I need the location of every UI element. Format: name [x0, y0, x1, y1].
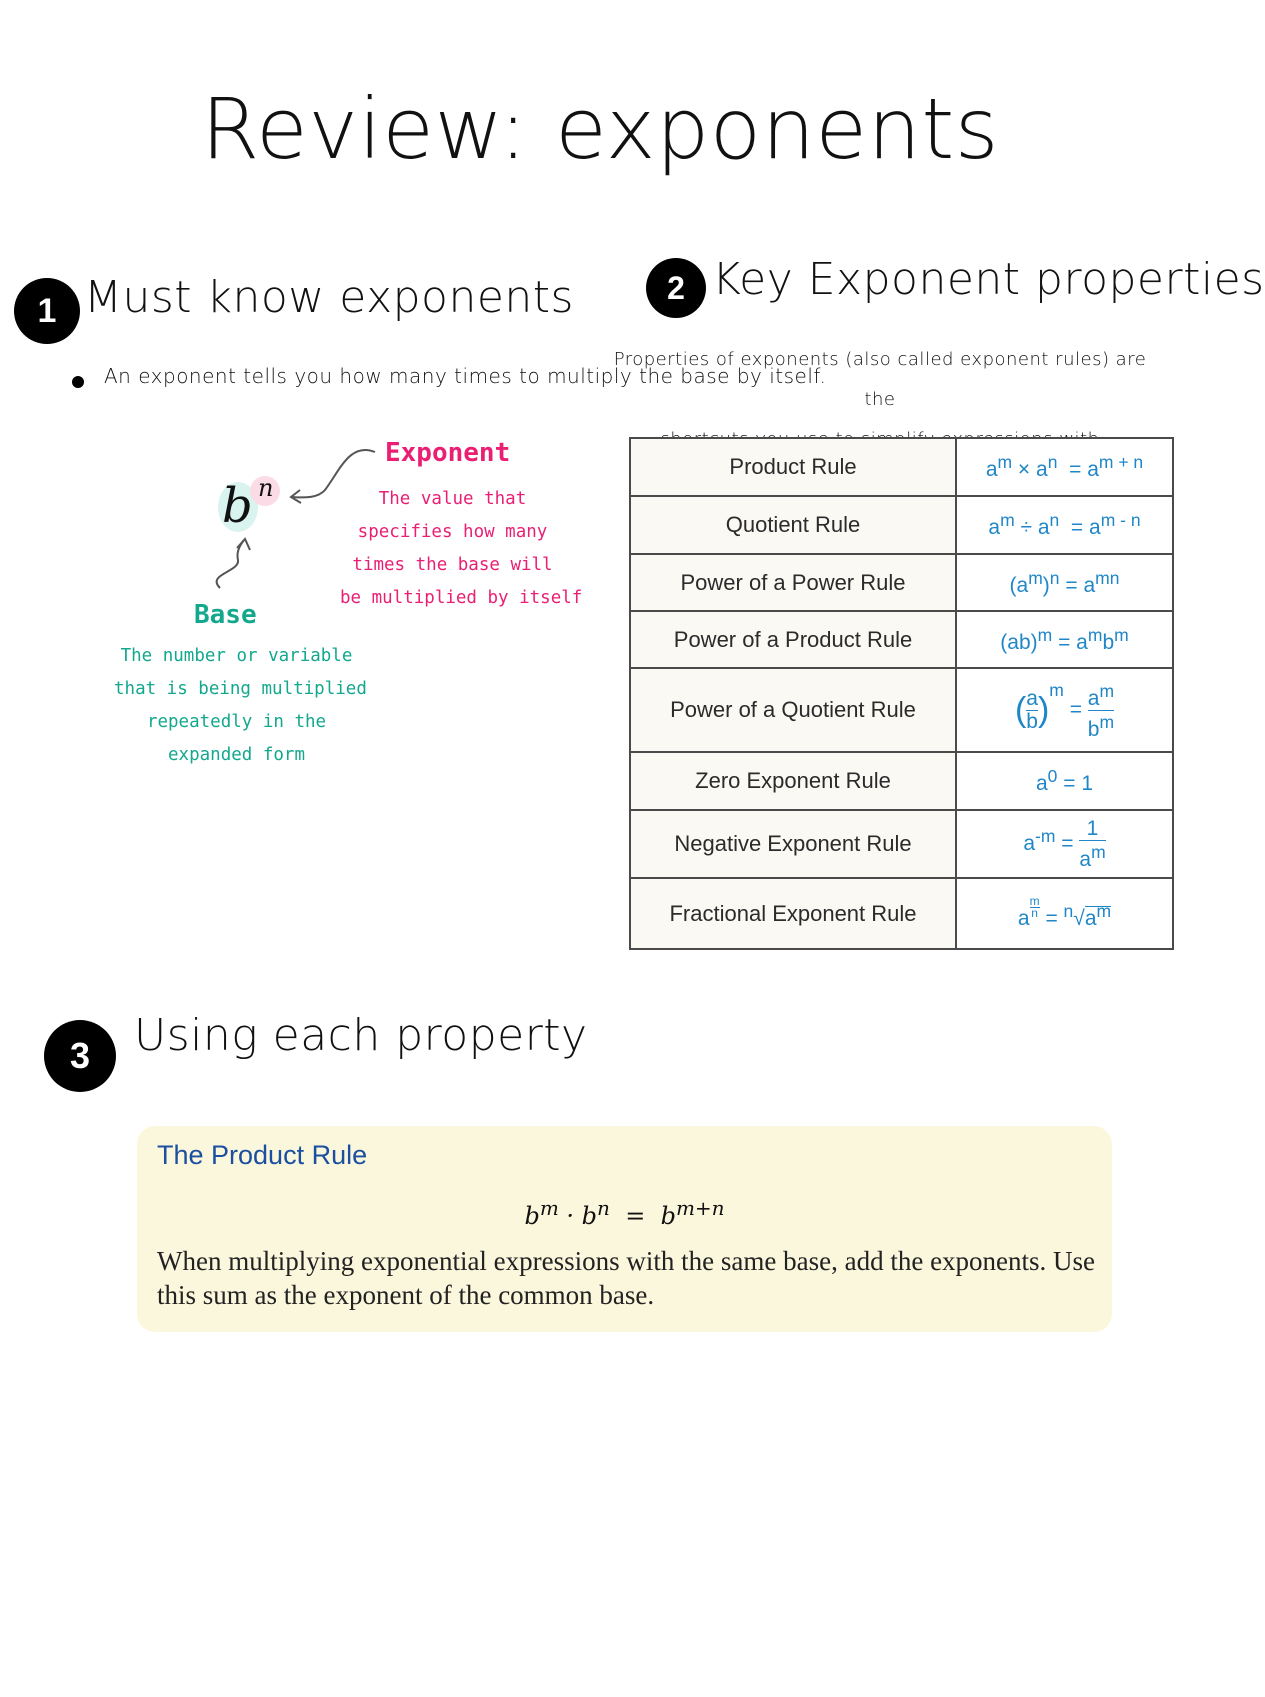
section-1-number: 1 [14, 278, 80, 344]
section-3-number: 3 [44, 1020, 116, 1092]
box-title: The Product Rule [157, 1140, 368, 1170]
base-arrow-icon [217, 540, 244, 588]
rule-formula: $a^{-m}$ = $\frac{1}{a^m}$ [956, 810, 1173, 878]
rule-formula: $(ab)^m = a^mb^m$ [956, 611, 1173, 668]
table-row [630, 668, 1173, 752]
exponent-label: Exponent [385, 438, 511, 468]
section-2-title: Key Exponent properties [712, 254, 1265, 305]
rule-name: Quotient Rule [630, 496, 956, 554]
rule-formula: a $^{\frac{m}{n}}$ = $^n√a^m$ [956, 878, 1173, 949]
base-description: The number or variable that is being multiplied repeatedly in the expanded form [114, 646, 367, 765]
rule-name: Fractional Exponent Rule [630, 878, 956, 949]
table-row [630, 496, 1173, 554]
exponent-rules-table [629, 437, 1174, 950]
section-2-number: 2 [646, 258, 706, 318]
exponent-symbol: n [258, 474, 274, 502]
rule-formula: $a^m \div a^n = a^{m - n}$ [956, 496, 1173, 554]
page-title: Review: exponents [200, 80, 1000, 178]
rule-formula: ( $\frac{a}{b}$ )$^m$ = $\frac{a^m}{b^m}$ [956, 668, 1173, 752]
rule-name: Product Rule [630, 438, 956, 496]
table-row [630, 611, 1173, 668]
base-symbol: b [222, 478, 253, 534]
exponent-description: The value that specifies how many times the base will be multiplied by itself [340, 489, 583, 608]
product-rule-box [137, 1126, 1112, 1332]
table-row [630, 752, 1173, 810]
section-3-title: Using each property [134, 1010, 588, 1061]
rule-name: Power of a Power Rule [630, 554, 956, 611]
rule-name: Power of a Quotient Rule [630, 668, 956, 752]
box-formula: $b^m \cdot b^n = b^{m+n}$ [524, 1196, 725, 1230]
section-1-bullet: An exponent tells you how many times to multiply the base by itself. [104, 364, 827, 388]
section-1-title: Must know exponents [84, 272, 574, 323]
table-row [630, 810, 1173, 878]
rule-formula: $a^0 = 1$ [956, 752, 1173, 810]
box-text: When multiplying exponential expressions with the same base, add the exponents. Use this sum as the exponent of the common base. [157, 1246, 1096, 1310]
rule-formula: $(a^m)^n = a^{mn}$ [956, 554, 1173, 611]
rule-name: Power of a Product Rule [630, 611, 956, 668]
section-2-description: Properties of exponents (also called exponent rules) are the [613, 349, 1147, 410]
rule-name: Zero Exponent Rule [630, 752, 956, 810]
base-label: Base [194, 600, 257, 630]
table-row [630, 554, 1173, 611]
rule-formula: $a^m \times a^n = a^{m + n}$ [956, 438, 1173, 496]
table-row [630, 438, 1173, 496]
table-row [630, 878, 1173, 949]
rule-name: Negative Exponent Rule [630, 810, 956, 878]
